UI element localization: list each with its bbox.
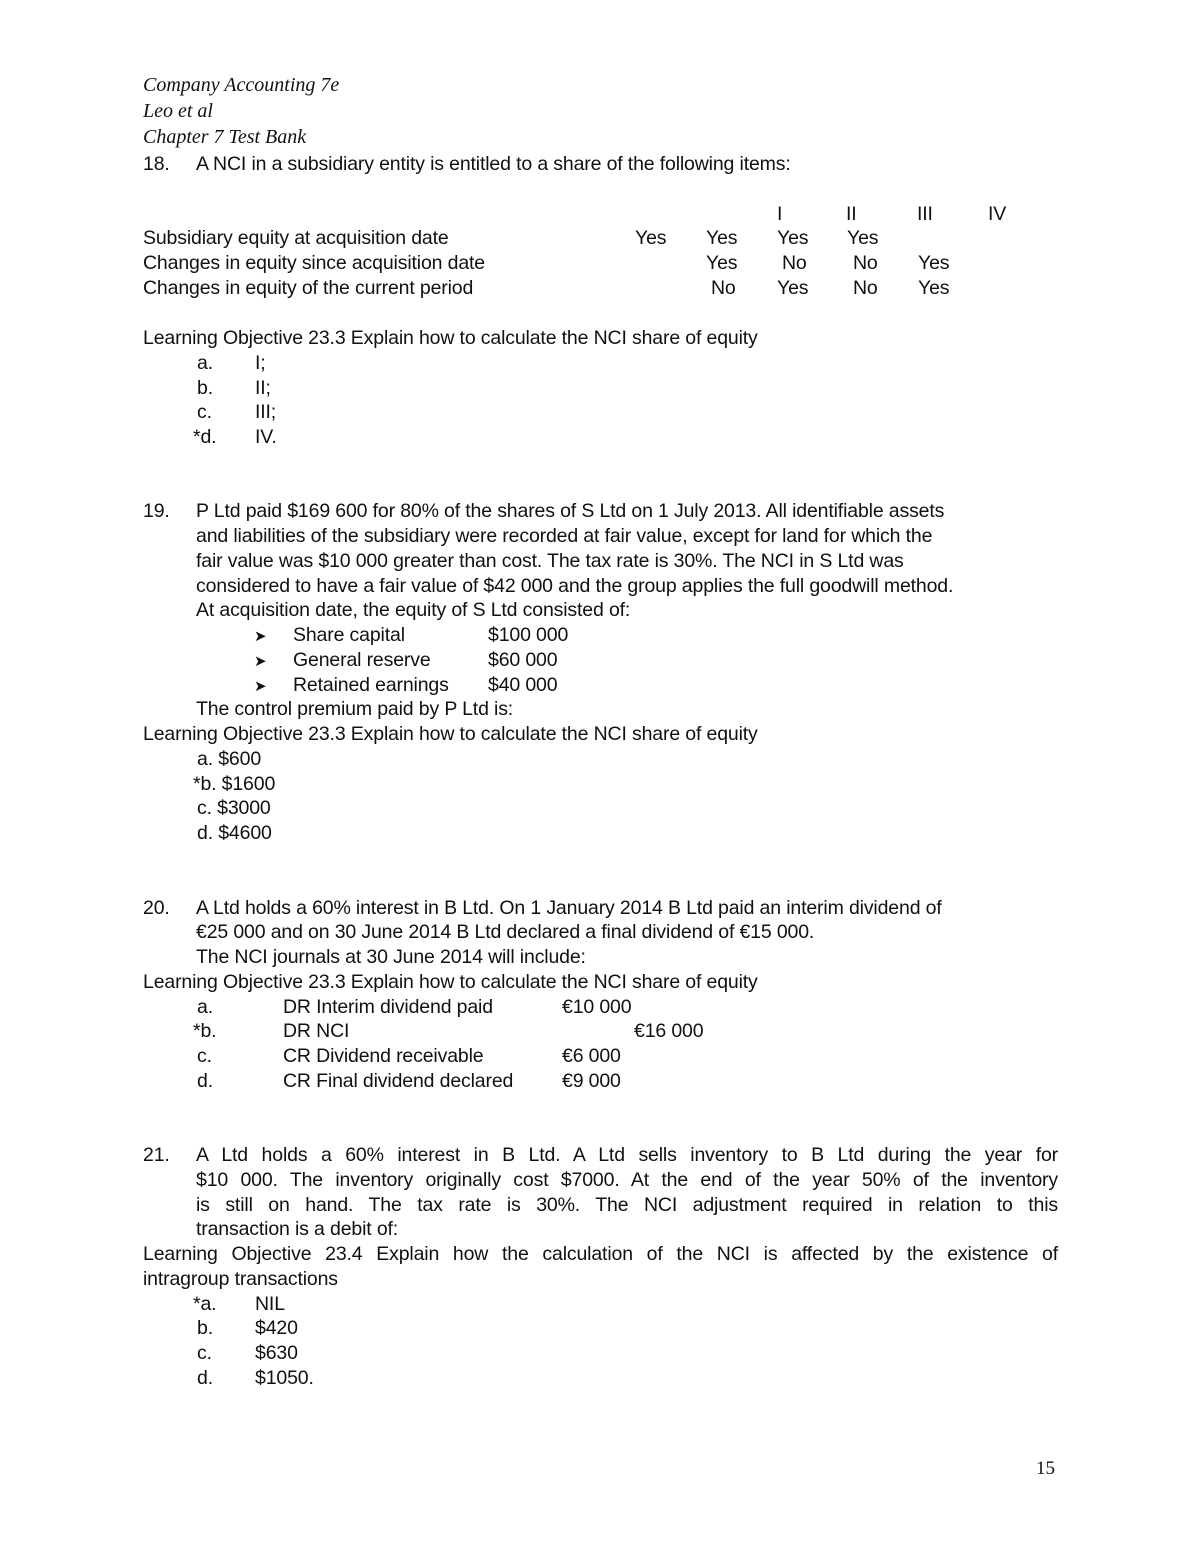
q19-number: 19. (143, 500, 170, 522)
q19-option: *b. $1600 (193, 773, 276, 795)
q20-line: €25 000 and on 30 June 2014 B Ltd declared a final dividend of €15 000. (196, 921, 815, 943)
q21-option-text: NIL (255, 1293, 285, 1315)
authors: Leo et al (143, 100, 213, 122)
q19-line: P Ltd paid $169 600 for 80% of the shares of S Ltd on 1 July 2013. All identifiable assets (196, 500, 945, 522)
q19-line: At acquisition date, the equity of S Ltd consisted of: (196, 599, 631, 621)
arrowhead-bullet-icon: ➤ (254, 653, 267, 670)
q18-option-text: II; (255, 377, 271, 399)
q20-option-amount: €9 000 (562, 1070, 621, 1092)
q18-col-header: II (846, 203, 857, 225)
q20-option-letter: a. (197, 996, 213, 1018)
q21-number: 21. (143, 1144, 170, 1166)
q19-equity-amount: $40 000 (488, 674, 558, 696)
q18-stem: A NCI in a subsidiary entity is entitled to a share of the following items: (196, 153, 791, 175)
q18-row-label: Changes in equity of the current period (143, 277, 474, 299)
q20-option-text: DR Interim dividend paid (283, 996, 493, 1018)
q18-cell: No (853, 277, 878, 299)
q18-number: 18. (143, 153, 170, 175)
q19-line: and liabilities of the subsidiary were recorded at fair value, except for land for which the (196, 525, 933, 547)
q20-option-amount: €10 000 (562, 996, 632, 1018)
q21-option-letter: b. (197, 1317, 213, 1339)
q21-option-text: $630 (255, 1342, 298, 1364)
q20-number: 20. (143, 897, 170, 919)
q21-objective: Learning Objective 23.4 Explain how the calculation of the NCI is affected by the existence of (143, 1243, 1058, 1265)
q21-objective-cont: intragroup transactions (143, 1268, 338, 1290)
q21-line: is still on hand. The tax rate is 30%. The NCI adjustment required in relation to this (196, 1194, 1058, 1216)
q19-equity-label: General reserve (293, 649, 431, 671)
q19-line: considered to have a fair value of $42 000 and the group applies the full goodwill method. (196, 575, 954, 597)
q20-option-letter: d. (197, 1070, 213, 1092)
q21-line: $10 000. The inventory originally cost $7000. At the end of the year 50% of the inventory (196, 1169, 1058, 1191)
q20-option-amount: €6 000 (562, 1045, 621, 1067)
q19-option: c. $3000 (197, 797, 271, 819)
book-title: Company Accounting 7e (143, 74, 340, 96)
arrowhead-bullet-icon: ➤ (254, 628, 267, 645)
q18-cell: Yes (706, 252, 738, 274)
q19-equity-label: Retained earnings (293, 674, 449, 696)
q20-option-text: CR Dividend receivable (283, 1045, 484, 1067)
q18-option-text: III; (255, 401, 277, 423)
q19-equity-amount: $100 000 (488, 624, 569, 646)
q19-option: d. $4600 (197, 822, 272, 844)
q18-col-header: I (777, 203, 783, 225)
q21-line: transaction is a debit of: (196, 1218, 399, 1240)
q20-option-letter: *b. (193, 1020, 217, 1042)
arrowhead-bullet-icon: ➤ (254, 678, 267, 695)
q18-option-text: I; (255, 352, 266, 374)
q21-option-letter: *a. (193, 1293, 217, 1315)
q21-option-text: $1050. (255, 1367, 314, 1389)
q20-option-letter: c. (197, 1045, 212, 1067)
q18-row-label: Subsidiary equity at acquisition date (143, 227, 449, 249)
q18-cell: Yes (635, 227, 667, 249)
q18-col-header: IV (988, 203, 1007, 225)
q18-cell: No (782, 252, 807, 274)
q21-option-letter: d. (197, 1367, 213, 1389)
q18-col-header: III (917, 203, 933, 225)
q20-option-text: DR NCI (283, 1020, 350, 1042)
q20-line: The NCI journals at 30 June 2014 will include: (196, 946, 586, 968)
q20-line: A Ltd holds a 60% interest in B Ltd. On 1 January 2014 B Ltd paid an interim dividend of (196, 897, 942, 919)
q19-line: fair value was $10 000 greater than cost. The tax rate is 30%. The NCI in S Ltd was (196, 550, 904, 572)
q19-option: a. $600 (197, 748, 262, 770)
chapter-title: Chapter 7 Test Bank (143, 126, 307, 148)
q21-line: A Ltd holds a 60% interest in B Ltd. A Ltd sells inventory to B Ltd during the year for (196, 1144, 1058, 1166)
q20-objective: Learning Objective 23.3 Explain how to calculate the NCI share of equity (143, 971, 758, 993)
q20-option-text: CR Final dividend declared (283, 1070, 514, 1092)
q18-cell: Yes (777, 277, 809, 299)
q18-cell: Yes (706, 227, 738, 249)
q18-option-letter: b. (197, 377, 213, 399)
page-number: 15 (1036, 1458, 1055, 1479)
q18-cell: No (853, 252, 878, 274)
q18-option-letter: c. (197, 401, 212, 423)
q19-equity-label: Share capital (293, 624, 405, 646)
q18-cell: Yes (918, 252, 950, 274)
q18-cell: Yes (847, 227, 879, 249)
q18-objective: Learning Objective 23.3 Explain how to calculate the NCI share of equity (143, 327, 758, 349)
q18-option-letter: *d. (193, 426, 217, 448)
q21-option-letter: c. (197, 1342, 212, 1364)
q18-cell: Yes (918, 277, 950, 299)
q21-option-text: $420 (255, 1317, 298, 1339)
q19-objective: Learning Objective 23.3 Explain how to calculate the NCI share of equity (143, 723, 758, 745)
q18-cell: Yes (777, 227, 809, 249)
q20-option-amount: €16 000 (634, 1020, 704, 1042)
q19-equity-amount: $60 000 (488, 649, 558, 671)
q18-row-label: Changes in equity since acquisition date (143, 252, 485, 274)
q18-cell: No (711, 277, 736, 299)
q18-option-text: IV. (255, 426, 277, 448)
q18-option-letter: a. (197, 352, 213, 374)
q19-question: The control premium paid by P Ltd is: (196, 698, 514, 720)
